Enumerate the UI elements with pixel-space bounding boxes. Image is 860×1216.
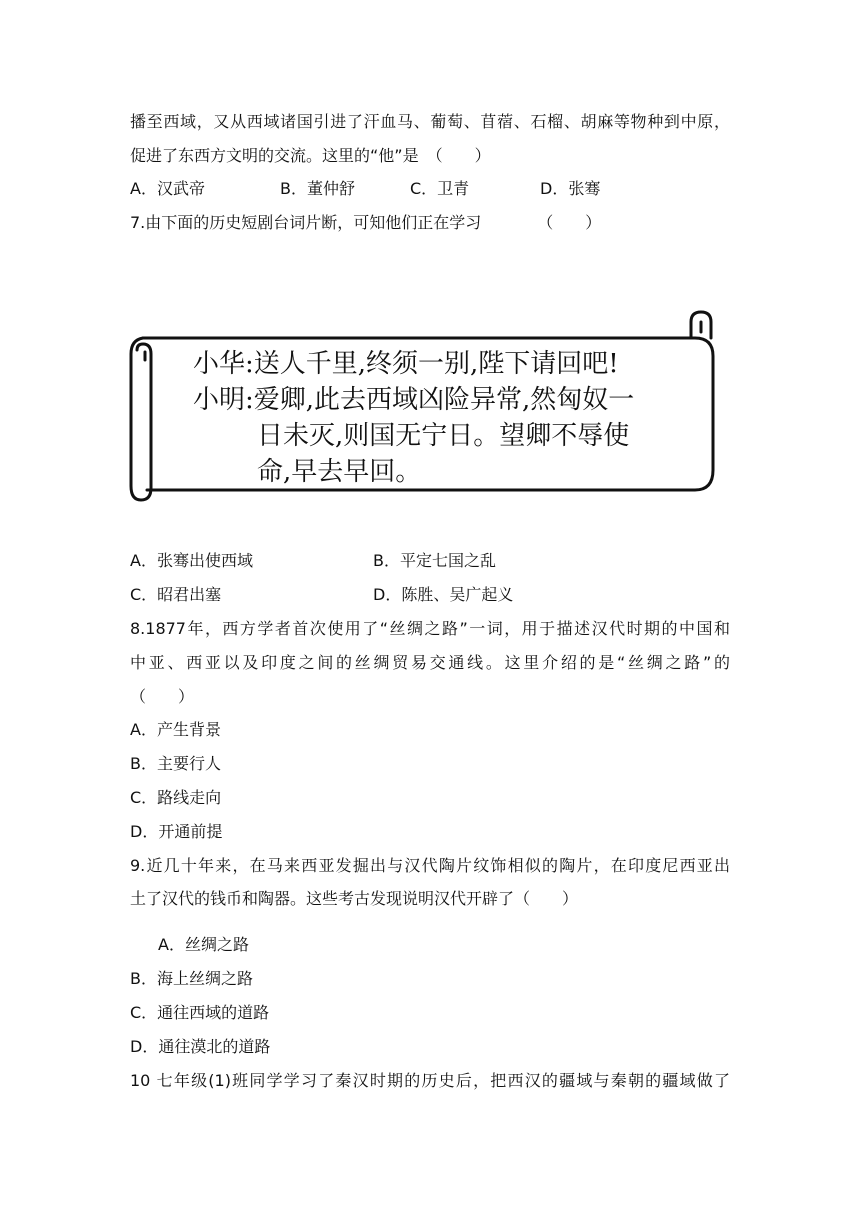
scroll-line-1: 小华:送人千里,终须一别,陛下请回吧! [193,349,619,379]
q9-option-d: D．通往漠北的道路 [130,1037,271,1056]
q8-option-b: B．主要行人 [130,754,221,773]
q7-option-d: D．陈胜、吴广起义 [373,585,514,604]
q7-option-b: B．平定七国之乱 [373,551,496,570]
q8-stem-line-1: 8.1877年，西方学者首次使用了“丝绸之路”一词，用于描述汉代时期的中国和 [130,619,730,638]
q6-option-b: B．董仲舒 [280,179,355,198]
scroll-line-2: 小明:爱卿,此去西域凶险异常,然匈奴一 [193,385,635,415]
q6-stem-line-1: 播至西域，又从西域诸国引进了汗血马、葡萄、苜蓿、石榴、胡麻等物种到中原， [130,112,730,131]
q9-stem-line-1: 9.近几十年来，在马来西亚发掘出与汉代陶片纹饰相似的陶片，在印度尼西亚出 [130,856,730,875]
q8-stem-line-2: 中亚、西亚以及印度之间的丝绸贸易交通线。这里介绍的是“丝绸之路”的 [130,653,730,672]
q8-option-d: D．开通前提 [130,822,223,841]
q8-option-c: C．路线走向 [130,788,222,807]
q9-option-b: B．海上丝绸之路 [130,969,253,988]
q6-option-d: D．张骞 [540,179,601,198]
q10-stem-line-1: 10 七年级(1)班同学学习了秦汉时期的历史后，把西汉的疆域与秦朝的疆域做了 [130,1071,730,1090]
q7-option-c: C．昭君出塞 [130,585,222,604]
q8-stem-line-3: （ ） [130,687,195,706]
scroll-illustration [125,308,720,508]
q6-option-c: C．卫青 [410,179,470,198]
q6-stem-line-2: 促进了东西方文明的交流。这里的“他”是 （ ） [130,146,491,165]
q9-option-c: C．通往西域的道路 [130,1003,270,1022]
q7-option-a: A．张骞出使西域 [130,551,253,570]
q6-option-a: A．汉武帝 [130,179,205,198]
q9-option-a: A．丝绸之路 [158,935,249,954]
q7-stem: 7.由下面的历史短剧台词片断，可知他们正在学习 （ ） [130,213,602,232]
q8-option-a: A．产生背景 [130,720,221,739]
scroll-line-4: 命,早去早回。 [257,457,422,487]
scroll-dialogue [125,308,720,508]
scroll-line-3: 日未灭,则国无宁日。望卿不辱使 [257,421,630,451]
q9-stem-line-2: 土了汉代的钱币和陶器。这些考古发现说明汉代开辟了（ ） [130,889,579,908]
